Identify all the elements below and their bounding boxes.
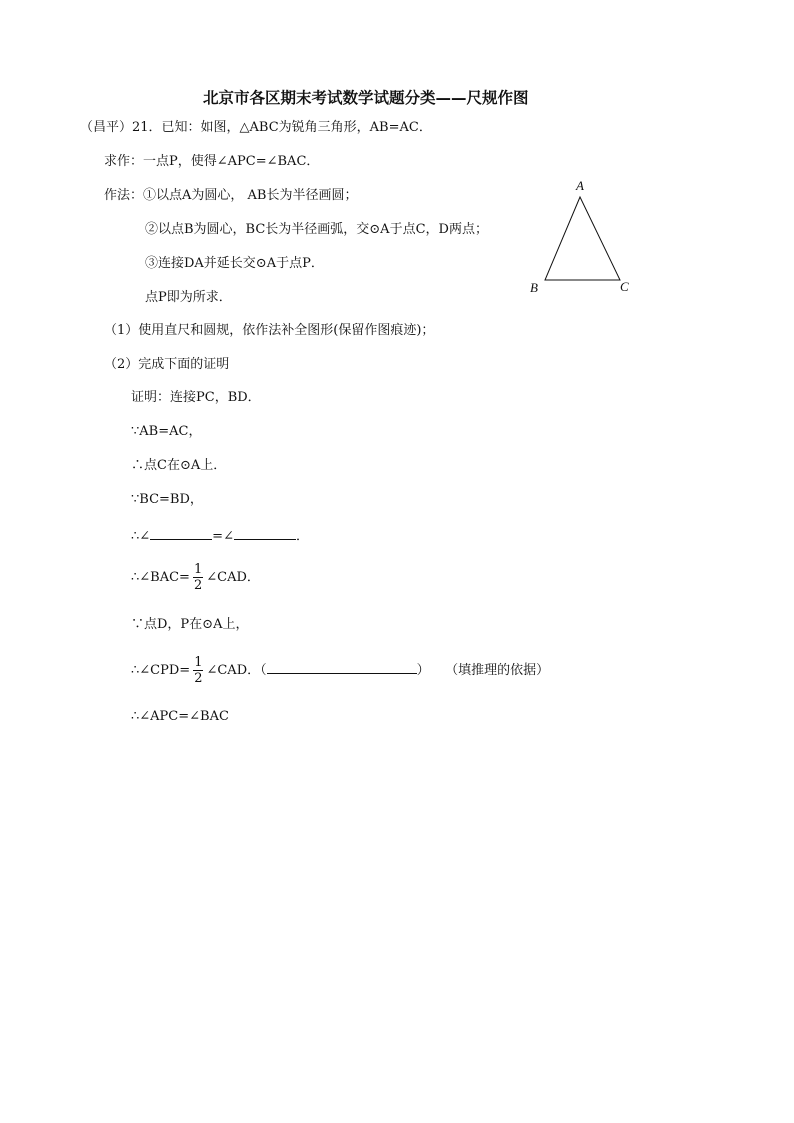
proof-line-5 bbox=[131, 526, 309, 545]
fraction-denominator-2: 2 bbox=[194, 671, 203, 686]
triangle-figure bbox=[520, 175, 640, 300]
line6-end: ∠CAD． bbox=[206, 570, 260, 585]
fraction-numerator-2: 1 bbox=[194, 655, 203, 670]
line5-start: ∴∠ bbox=[131, 529, 151, 544]
question-1: （1）使用直尺和圆规，依作法补全图形(保留作图痕迹)； bbox=[104, 323, 435, 338]
proof-line-7: ∵点D，P在⊙A上， bbox=[131, 617, 249, 632]
proof-line-6 bbox=[131, 562, 260, 594]
line8-mid: ∠CAD．（ bbox=[206, 663, 267, 678]
method-step-1 bbox=[104, 188, 357, 204]
vertex-label-b: B bbox=[530, 280, 538, 295]
answer-blank-angle-2[interactable] bbox=[234, 526, 296, 540]
method-step-2: ②以点B为圆心，BC长为半径画弧，交⊙A于点C，D两点； bbox=[145, 222, 488, 237]
fraction-half bbox=[193, 562, 203, 593]
method-step-3: ③连接DA并延长交⊙A于点P． bbox=[145, 256, 324, 271]
proof-line-9: ∴∠APC=∠BAC bbox=[131, 709, 229, 724]
triangle-abc bbox=[545, 197, 620, 280]
reason-hint: （填推理的依据） bbox=[451, 663, 550, 678]
problem-intro: （昌平）21．已知：如图，△ABC为锐角三角形，AB=AC． bbox=[80, 120, 432, 135]
vertex-label-a: A bbox=[576, 178, 584, 193]
line5-mid: =∠ bbox=[212, 529, 234, 544]
question-2: （2）完成下面的证明 bbox=[104, 357, 230, 372]
proof-line-3: ∴点C在⊙A上． bbox=[131, 458, 227, 473]
proof-line-8 bbox=[131, 655, 549, 687]
line8-start: ∴∠CPD= bbox=[131, 663, 191, 678]
proof-line-1: 证明：连接PC，BD． bbox=[131, 390, 261, 405]
proof-line-4: ∵BC=BD， bbox=[131, 492, 203, 507]
problem-task: 求作：一点P，使得∠APC=∠BAC． bbox=[104, 154, 320, 169]
method-conclusion: 点P即为所求． bbox=[145, 290, 232, 305]
line8-close: ） bbox=[416, 663, 430, 678]
vertex-label-c: C bbox=[620, 279, 629, 294]
proof-line-2: ∵AB=AC， bbox=[131, 424, 202, 439]
fraction-half-2 bbox=[193, 655, 203, 686]
step-1-text: ①以点A为圆心， AB长为半径画圆； bbox=[143, 188, 358, 203]
method-label: 作法： bbox=[104, 188, 144, 203]
page-title: 北京市各区期末考试数学试题分类——尺规作图 bbox=[203, 89, 529, 107]
line6-start: ∴∠BAC= bbox=[131, 570, 190, 585]
line5-end: ． bbox=[295, 529, 309, 544]
fraction-numerator: 1 bbox=[193, 562, 203, 577]
answer-blank-reason[interactable] bbox=[267, 660, 417, 674]
fraction-denominator: 2 bbox=[193, 578, 203, 593]
answer-blank-angle-1[interactable] bbox=[150, 526, 212, 540]
